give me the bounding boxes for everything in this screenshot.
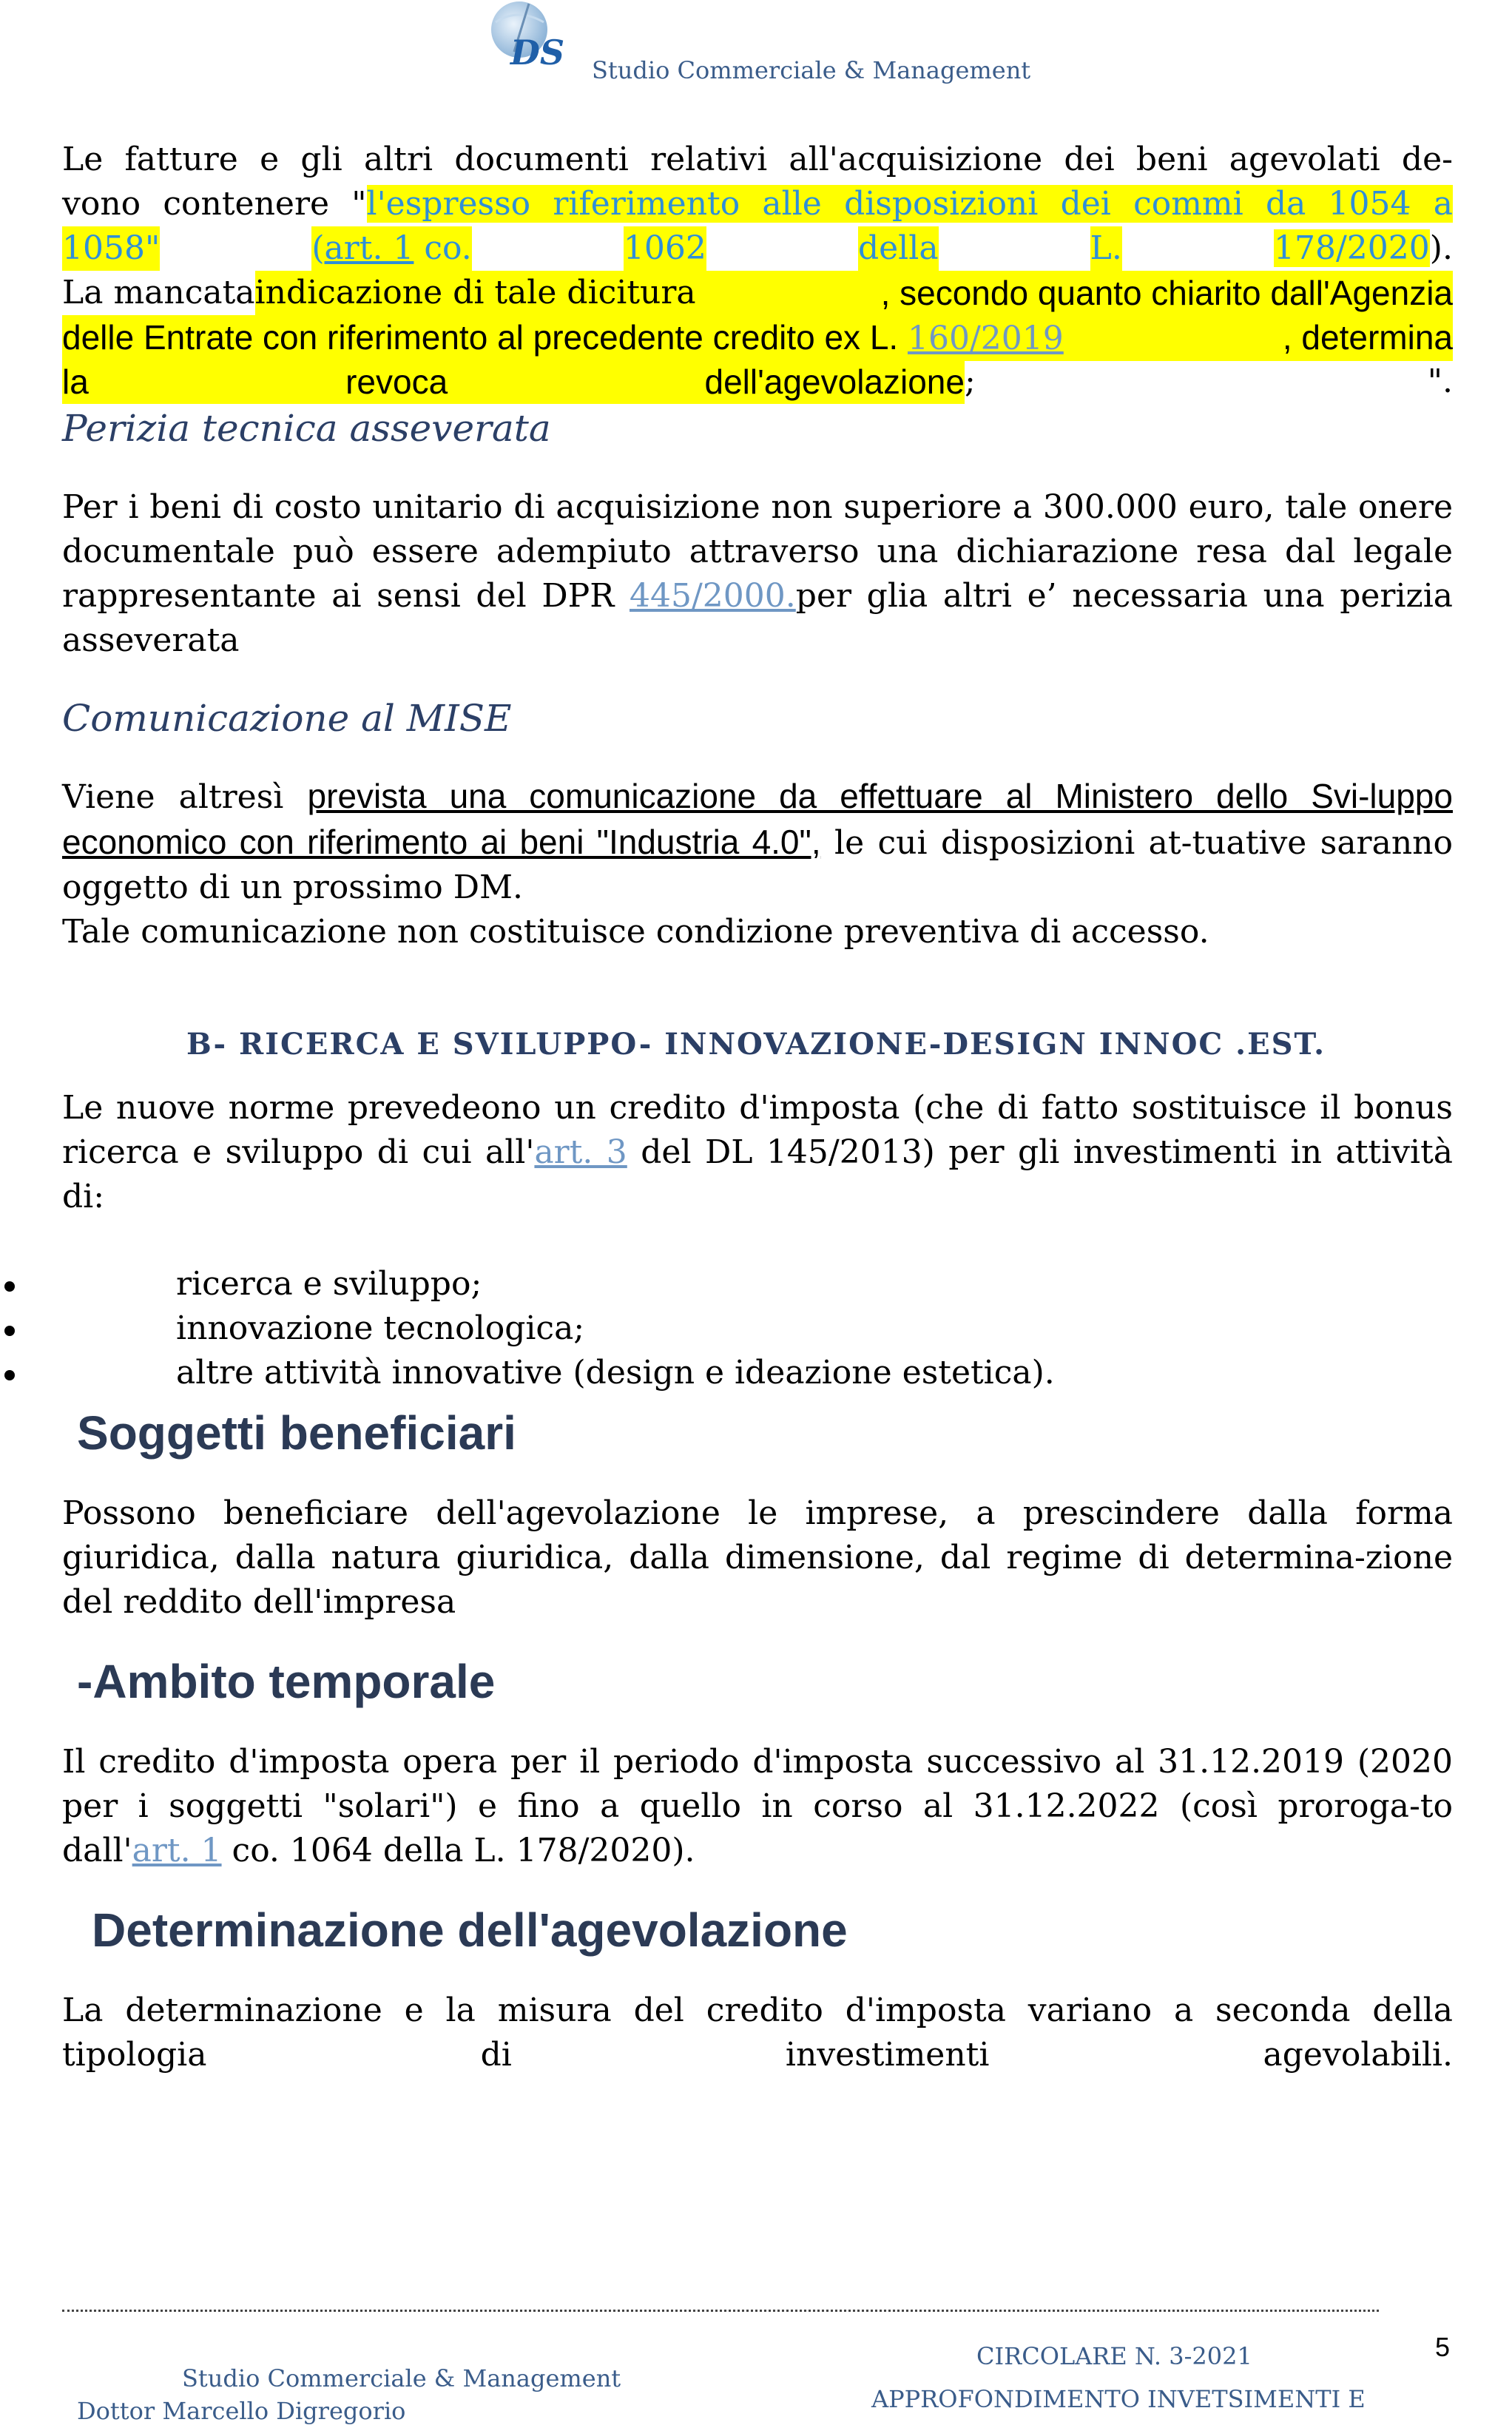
footer-firm-sub: Dottor Marcello Digregorio	[77, 2397, 406, 2425]
footer-circolare: CIRCOLARE N. 3-2021	[976, 2342, 1252, 2370]
footer-subtitle: APPROFONDIMENTO INVETSIMENTI E	[871, 2385, 1366, 2413]
art-1-link[interactable]: art. 1	[324, 229, 414, 267]
heading-perizia: Perizia tecnica asseverata	[62, 407, 551, 450]
footer-divider	[62, 2310, 1379, 2312]
list-item: ricerca e sviluppo;	[176, 1265, 482, 1303]
para1-line2: vono contenere "l'espresso riferimento alle disposizioni dei commi da 1054 a	[62, 185, 1453, 223]
bullet-dot	[4, 1326, 15, 1336]
paragraph-mise: Viene altresì prevista una comunicazione da effettuare al Ministero dello Svi-luppo economico con riferimento ai beni "Industria 4.0", le cui disposizioni at-tuative saranno oggetto di un prossimo DM. Tale comunicazione non costituisce condizione preventiva di accesso.	[62, 777, 1453, 951]
heading-mise: Comunicazione al MISE	[62, 697, 512, 740]
para7-line1: La determinazione e la misura del credito d'imposta variano a seconda della	[62, 1991, 1453, 2029]
para1-line1: Le fatture e gli altri documenti relativi all'acquisizione dei beni agevolati de-	[62, 141, 1453, 178]
paragraph-soggetti: Possono beneficiare dell'agevolazione le imprese, a prescindere dalla forma giuridica, dalla natura giuridica, dalla dimensione, dal regime di determina-zione del reddito dell'impresa	[62, 1494, 1453, 1621]
para1-line4: La mancata indicazione di tale dicitura , secondo quanto chiarito dall'Agenzia	[62, 271, 1453, 315]
paragraph-ambito: Il credito d'imposta opera per il periodo d'imposta successivo al 31.12.2019 (2020 per i soggetti "solari") e fino a quello in corso al 31.12.2022 (così proroga-to dall'art. 1 co. 1064 della L. 178/2020).	[62, 1743, 1453, 1869]
header-firm-name: Studio Commerciale & Management	[592, 56, 1031, 84]
heading-ambito: -Ambito temporale	[77, 1655, 496, 1708]
heading-soggetti: Soggetti beneficiari	[77, 1406, 516, 1460]
para7-line2: tipologia di investimenti agevolabili.	[62, 2036, 1453, 2074]
section-b-title: B- RICERCA E SVILUPPO- INNOVAZIONE-DESIGN INNOC .EST.	[186, 1027, 1326, 1062]
heading-determinazione: Determinazione dell'agevolazione	[92, 1903, 848, 1957]
page-number: 5	[1435, 2332, 1451, 2362]
paragraph-perizia: Per i beni di costo unitario di acquisizione non superiore a 300.000 euro, tale onere documentale può essere adempiuto attraverso una dichiarazione resa dal legale rappresentante ai sensi del DPR 445/2000.per glia altri e’ necessaria una perizia asseverata	[62, 488, 1454, 659]
list-item: altre attività innovative (design e ideazione estetica).	[176, 1354, 1055, 1392]
list-item: innovazione tecnologica;	[176, 1309, 585, 1347]
para1-line6: la revoca dell'agevolazione ; ".	[62, 360, 1453, 404]
bullet-dot	[4, 1370, 15, 1380]
l-160-2019-link[interactable]: 160/2019	[907, 320, 1064, 357]
dpr-445-2000-link[interactable]: 445/2000.	[630, 577, 796, 615]
bullet-dot	[4, 1281, 15, 1292]
art-3-link[interactable]: art. 3	[534, 1133, 627, 1171]
footer-firm-name: Studio Commerciale & Management	[182, 2364, 621, 2392]
paragraph-ricerca: Le nuove norme prevedeono un credito d'imposta (che di fatto sostituisce il bonus ricerca e sviluppo di cui all'art. 3 del DL 145/2013) per gli investimenti in attività di:	[62, 1089, 1454, 1215]
para1-line3: 1058" (art. 1 co. 1062 della L. 178/2020).	[62, 226, 1453, 271]
logo-text: DS	[510, 33, 565, 72]
header-logo	[473, 0, 570, 81]
para1-line5: delle Entrate con riferimento al precedente credito ex L. 160/2019 , determina	[62, 315, 1453, 361]
art-1-co-1064-link[interactable]: art. 1	[132, 1832, 222, 1869]
